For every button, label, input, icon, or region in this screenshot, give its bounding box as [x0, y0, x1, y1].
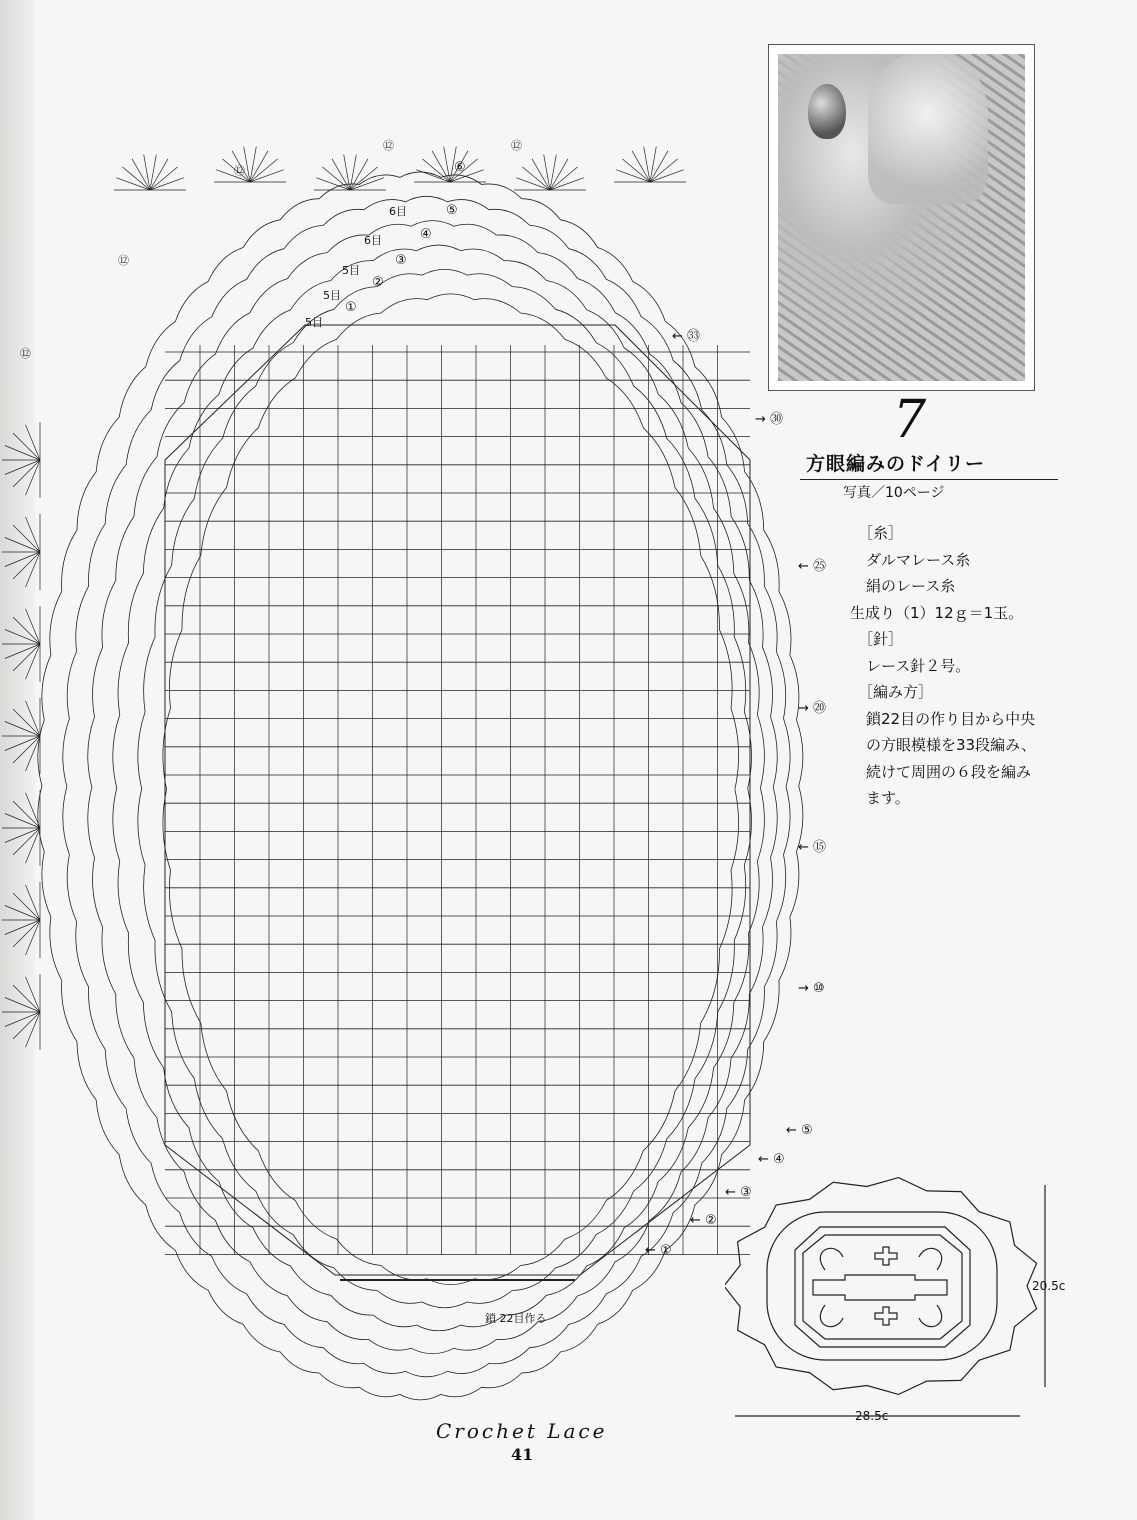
fan-stitch: [422, 159, 450, 182]
stitch-count-label: 5目: [305, 316, 323, 329]
top-mark: ⑫: [118, 254, 129, 267]
schematic-cross-motif-bottom: [875, 1307, 897, 1325]
fan-stitch: [13, 709, 40, 736]
top-mark: ⑫: [511, 139, 522, 152]
row-marker-3: ← ③: [725, 1185, 752, 1200]
fan-stitch: [350, 167, 378, 190]
round-marker-1: ①: [345, 300, 357, 315]
fan-stitch: [13, 552, 40, 579]
fan-stitch: [13, 920, 40, 947]
fan-stitch: [13, 1012, 40, 1039]
row-marker-33: ← ㉝: [672, 329, 701, 344]
fan-stitch: [250, 159, 278, 182]
pattern-number: 7: [893, 390, 927, 450]
round-marker-3: ③: [395, 253, 407, 268]
pattern-info: [850, 520, 1036, 812]
top-mark: ⑫: [20, 347, 31, 360]
fan-stitch: [622, 159, 650, 182]
fan-stitch: [13, 644, 40, 671]
schematic-scalloped-edge: [725, 1178, 1037, 1395]
fan-stitch: [13, 985, 40, 1012]
method-line: の方眼模様を33段編み、: [866, 736, 1036, 754]
schematic-motif-curls: [820, 1248, 941, 1326]
photo-reference: 写真／10ページ: [843, 485, 945, 501]
fan-stitch: [13, 893, 40, 920]
row-marker-10: → ⑩: [798, 981, 825, 996]
fan-stitch: [116, 178, 150, 190]
row-marker-4: ← ④: [758, 1152, 785, 1167]
round-marker-6: ⑥: [454, 160, 466, 175]
round-marker-4: ④: [420, 227, 432, 242]
fan-stitch: [150, 167, 178, 190]
round-marker-5: ⑤: [446, 203, 458, 218]
pattern-title: 方眼編みのドイリー: [806, 453, 986, 475]
chain-start-note: 鎖 22目作る: [485, 1312, 547, 1325]
method-line: ます。: [866, 789, 910, 807]
schematic-center-bar: [813, 1275, 947, 1300]
yarn-line: ダルマレース糸: [866, 550, 971, 569]
scallop-round: [163, 294, 739, 1285]
needle-heading: ［針］: [858, 630, 904, 648]
width-label: 28.5c: [855, 1409, 889, 1423]
row-marker-20: → ⑳: [798, 701, 827, 716]
grid-outline: [165, 325, 750, 1275]
stitch-count-label: 6目: [389, 205, 407, 218]
row-marker-2: ← ②: [690, 1213, 717, 1228]
page-number: 41: [511, 1445, 534, 1464]
fan-stitch: [616, 170, 650, 182]
scallop-round: [113, 245, 765, 1331]
size-schematic: [725, 1175, 1065, 1430]
fan-stitch: [13, 736, 40, 763]
title-rule: [800, 479, 1058, 480]
magazine-title: Crochet Lace: [436, 1419, 608, 1443]
fan-stitch: [122, 167, 150, 190]
needle-line: レース針２号。: [866, 656, 971, 675]
fan-stitch: [550, 167, 578, 190]
fan-stitch: [250, 170, 284, 182]
fan-stitch: [13, 525, 40, 552]
stitch-count-label: 6目: [364, 234, 382, 247]
photo-image: [778, 54, 1025, 381]
fan-stitch: [13, 460, 40, 487]
fan-stitch: [550, 178, 584, 190]
fan-stitch: [650, 170, 684, 182]
method-line: 続けて周囲の６段を編み: [866, 762, 1032, 781]
row-marker-15: ← ⑮: [798, 840, 827, 855]
yarn-heading: ［糸］: [858, 524, 904, 542]
method-line: 鎖22目の作り目から中央: [866, 709, 1036, 728]
fan-stitch: [150, 178, 184, 190]
scallop-round: [63, 196, 790, 1377]
yarn-line: 絹のレース糸: [866, 577, 956, 595]
doily-photo: [768, 44, 1035, 391]
height-label: 20.5c: [1032, 1279, 1066, 1293]
top-mark: ⑫: [234, 164, 245, 177]
fan-stitch: [13, 617, 40, 644]
method-heading: ［編み方］: [858, 683, 934, 701]
schematic-cross-motif-top: [875, 1247, 897, 1265]
scallop-round: [88, 221, 777, 1354]
top-mark: ⑫: [383, 139, 394, 152]
fan-stitch: [13, 801, 40, 828]
scallop-round: [138, 269, 752, 1307]
scallop-round: [38, 172, 803, 1400]
fan-stitch: [322, 167, 350, 190]
fan-stitch: [13, 828, 40, 855]
atomizer-bulb-image: [808, 84, 846, 139]
schematic-octagon: [795, 1227, 970, 1347]
row-marker-25: ← ㉕: [798, 559, 827, 574]
fan-stitch: [13, 433, 40, 460]
row-marker-1: ← ①: [645, 1243, 672, 1258]
row-marker-30: → ㉚: [755, 412, 784, 427]
fan-stitch: [650, 159, 678, 182]
round-marker-2: ②: [372, 275, 384, 290]
stitch-count-label: 5目: [342, 264, 360, 277]
row-marker-5: ← ⑤: [786, 1123, 813, 1138]
yarn-line: 生成り（1）12ｇ＝1玉。: [850, 603, 1024, 622]
perfume-bottle-image: [868, 54, 988, 204]
fan-stitch: [516, 178, 550, 190]
stitch-count-label: 5目: [323, 289, 341, 302]
fan-stitch: [522, 167, 550, 190]
